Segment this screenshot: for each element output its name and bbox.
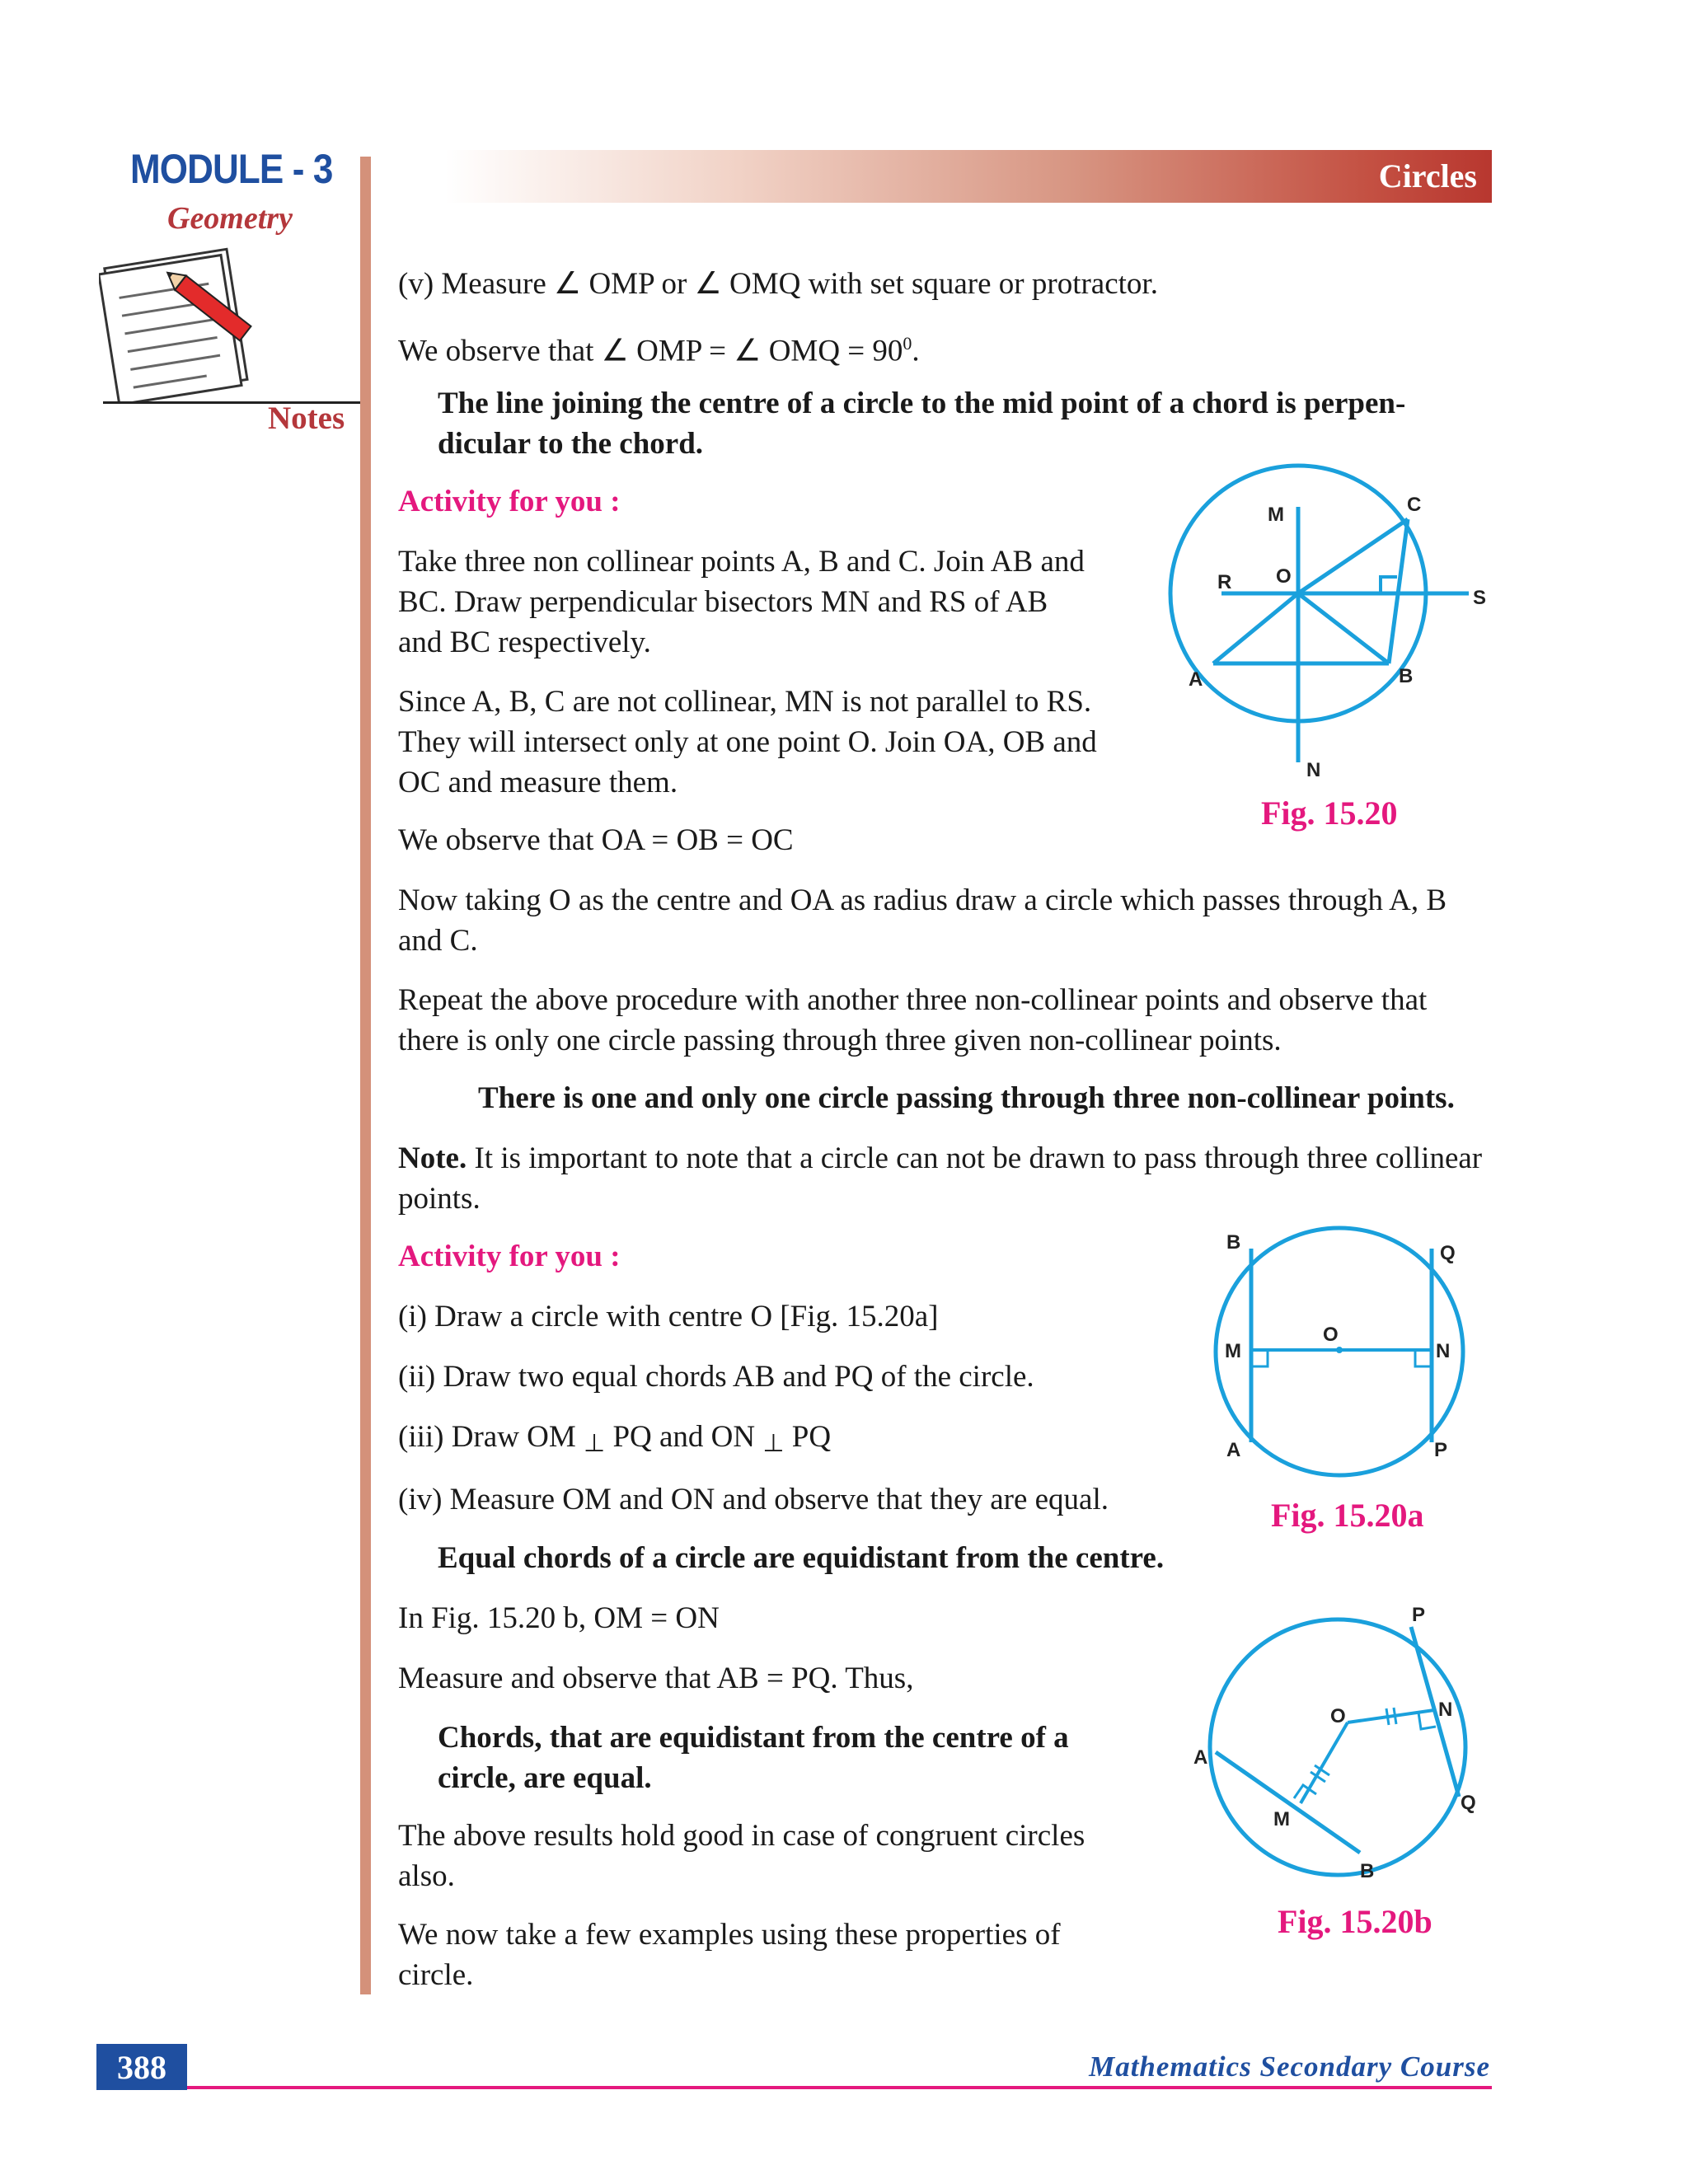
figure-caption: Fig. 15.20b [1278,1903,1432,1940]
paragraph: (v) Measure ∠ OMP or ∠ OMQ with set square or protractor. [398,267,1158,301]
text-line: Take three non collinear points A, B and C. Join AB and [398,545,1085,579]
text: It is important to note that a circle can not be drawn to pass through three collinear [467,1141,1483,1175]
line-ob [1298,593,1389,663]
line-oc [1298,519,1408,593]
text-line: there is only one circle passing through three given non-collinear points. [398,1024,1282,1057]
course-title: Mathematics Secondary Course [1089,2050,1490,2083]
theorem-line: The line joining the centre of a circle to the mid point of a chord is perpen- [438,387,1406,420]
tick-mark [1386,1708,1389,1725]
line-oa [1213,593,1298,663]
point-label-a: A [1193,1746,1208,1769]
theorem-line: Chords, that are equidistant from the centre of a [438,1721,1069,1755]
point-label-p: P [1434,1439,1448,1461]
list-item: (ii) Draw two equal chords AB and PQ of the circle. [398,1360,1034,1394]
figure-15-20b [1187,1591,1500,1887]
text-line: Now taking O as the centre and OA as radius draw a circle which passes through A, B [398,883,1447,917]
line-om [1301,1722,1348,1803]
text: PQ and ON [605,1420,763,1454]
text-line: points. [398,1182,481,1216]
point-label-n: N [1436,1340,1451,1362]
paragraph [398,541,1085,663]
text-line: Since A, B, C are not collinear, MN is not parallel to RS. [398,685,1092,719]
paragraph [398,1915,1061,1995]
text: (iii) Draw OM [398,1420,584,1454]
point-label-o: O [1323,1324,1339,1346]
activity-heading: Activity for you : [398,485,621,518]
right-angle-mark [1418,1713,1436,1729]
point-label-m: M [1225,1340,1241,1362]
text-line: and BC respectively. [398,626,651,659]
chord-ab [1216,1752,1360,1853]
point-label-b: B [1399,665,1414,687]
perpendicular-symbol: ⊥ [584,1430,606,1457]
point-label-n: N [1306,759,1321,781]
text-line: and C. [398,924,478,958]
perpendicular-symbol: ⊥ [762,1430,785,1457]
point-label-s: S [1473,587,1487,609]
right-angle-mark [1381,577,1397,593]
module-label: MODULE - 3 [130,146,333,192]
list-item [398,1417,831,1464]
page-number: 388 [117,2049,166,2086]
tick-mark [1394,1708,1396,1724]
text-line [398,1138,1482,1179]
point-label-m: M [1268,504,1284,526]
figure-15-20a [1187,1216,1500,1496]
point-label-m: M [1273,1808,1290,1830]
chapter-title: Circles [1378,157,1477,194]
margin-bar [360,157,371,1994]
paragraph: Measure and observe that AB = PQ. Thus, [398,1661,914,1695]
theorem [438,1718,1069,1798]
notes-label: Notes [268,401,345,436]
activity-heading: Activity for you : [398,1240,621,1273]
paragraph: In Fig. 15.20 b, OM = ON [398,1601,720,1635]
point-label-n: N [1438,1699,1453,1721]
text-line: circle. [398,1958,474,1992]
list-item: (i) Draw a circle with centre O [Fig. 15.20a] [398,1300,939,1333]
text-line: OC and measure them. [398,766,678,799]
text: We observe that ∠ OMP = ∠ OMQ = 90 [398,334,903,368]
figure-caption: Fig. 15.20a [1271,1497,1424,1534]
text-line: BC. Draw perpendicular bisectors MN and RS of AB [398,585,1048,619]
point-label-p: P [1412,1604,1426,1626]
chapter-banner [445,150,1492,203]
text-line: They will intersect only at one point O. Join OA, OB and [398,725,1097,759]
point-label-q: Q [1461,1792,1476,1814]
text-line: Repeat the above procedure with another three non-collinear points and observe that [398,983,1428,1017]
paragraph [398,880,1447,961]
text: . [912,334,920,368]
point-label-a: A [1226,1439,1241,1461]
point-label-c: C [1407,494,1422,516]
right-angle-mark [1415,1350,1432,1366]
paragraph [398,682,1097,803]
point-label-r: R [1217,571,1232,593]
text-line: The above results hold good in case of congruent circles [398,1819,1085,1853]
theorem: There is one and only one circle passing through three non-collinear points. [478,1081,1455,1115]
footer-rule [187,2086,1492,2089]
notebook-pencil-icon [99,239,272,404]
paragraph [398,1816,1085,1896]
theorem: Equal chords of a circle are equidistant from the centre. [438,1541,1165,1575]
line-on [1348,1710,1434,1722]
superscript: 0 [903,333,912,354]
list-item: (iv) Measure OM and ON and observe that they are equal. [398,1483,1109,1516]
centre-point [1336,1347,1343,1353]
point-label-o: O [1330,1705,1346,1727]
theorem-line: dicular to the chord. [438,427,704,461]
point-label-b: B [1226,1231,1241,1254]
text-line: also. [398,1859,455,1893]
right-angle-mark [1251,1350,1268,1366]
text-line: We now take a few examples using these properties of [398,1918,1061,1952]
point-label-b: B [1360,1860,1375,1882]
theorem-line: circle, are equal. [438,1761,652,1795]
paragraph: We observe that OA = OB = OC [398,823,794,857]
text: PQ [784,1420,832,1454]
paragraph [398,323,920,371]
point-label-a: A [1189,668,1203,691]
point-label-q: Q [1440,1242,1456,1264]
figure-caption: Fig. 15.20 [1261,794,1398,832]
point-label-o: O [1276,565,1292,588]
figure-15-20 [1146,437,1500,791]
subject-label: Geometry [167,201,293,236]
note-paragraph [398,1138,1482,1219]
note-label: Note. [398,1141,467,1175]
paragraph [398,980,1427,1061]
